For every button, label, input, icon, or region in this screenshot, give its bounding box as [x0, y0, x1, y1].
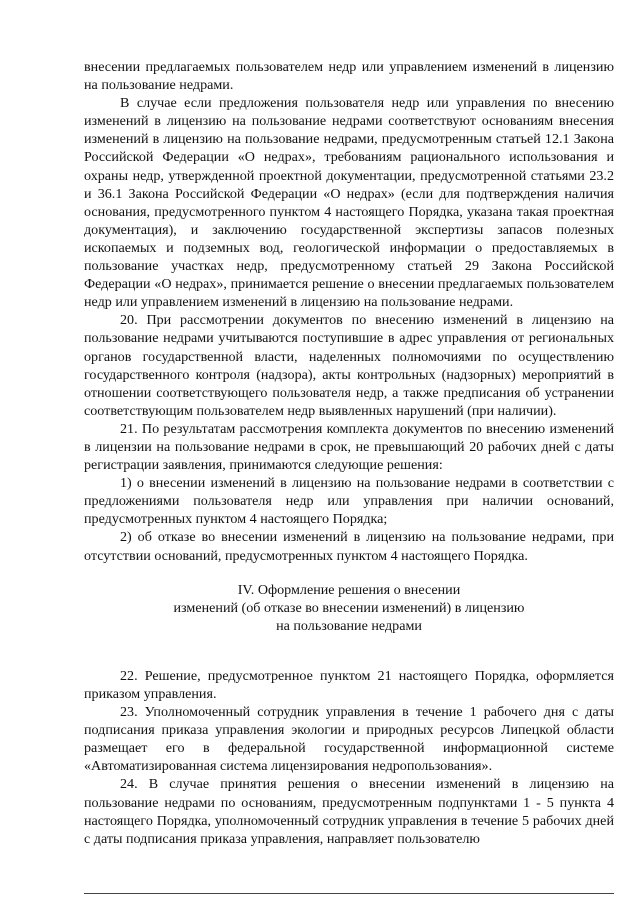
section-heading-line-1: IV. Оформление решения о внесении [237, 581, 461, 598]
section-heading [84, 581, 614, 635]
paragraph-21-item-1: 1) о внесении изменений в лицензию на пользование недрами в соответствии с предложениями пользователя недр или управления при наличии оснований, предусмотренных пунктом 4 настоящего Порядка; [84, 475, 614, 528]
paragraph-20: 20. При рассмотрении документов по внесению изменений в лицензию на пользование недрами учитываются поступившие в адрес управления от региональных органов государственной власти, наделенных полномочиями по осуществлению государственного контроля (надзора), акты контрольных (надзорных) мероприятий в отношении соответствующего пользователя недр, а также предписания об устранении соответствующим пользователем недр выявленных нарушений (при наличии). [84, 312, 614, 419]
section-heading-line-2: изменений (об отказе во внесении изменений) в лицензию [173, 599, 525, 616]
paragraph-24: 24. В случае принятия решения о внесении изменений в лицензию на пользование недрами по основаниям, предусмотренным подпунктами 1 - 5 пункта 4 настоящего Порядка, уполномоченный сотрудник управления в течение 5 рабочих дней с даты подписания приказа управления, направляет пользователю [84, 776, 614, 847]
paragraph-23: 23. Уполномоченный сотрудник управления в течение 1 рабочего дня с даты подписания приказа управления экологии и природных ресурсов Липецкой области размещает его в федеральной государственной информационной системе «Автоматизированная система лицензирования недропользования». [84, 704, 614, 775]
paragraph-continuation: внесении предлагаемых пользователем недр или управлением изменений в лицензию на пользование недрами. [84, 59, 614, 94]
paragraph-22: 22. Решение, предусмотренное пунктом 21 настоящего Порядка, оформляется приказом управления. [84, 667, 614, 702]
page-bottom-divider [84, 893, 614, 894]
section-heading-line-3: на пользование недрами [276, 617, 422, 634]
paragraph-21: 21. По результатам рассмотрения комплекта документов по внесению изменений в лицензии на пользование недрами в срок, не превышающий 20 рабочих дней с даты регистрации заявления, принимаются следующие решения: [84, 420, 614, 474]
paragraph-decision-case: В случае если предложения пользователя недр или управления по внесению изменений в лицензию на пользование недрами соответствуют основаниям внесения изменений в лицензию на пользование недрами, предусмотренным статьей 12.1 Закона Российской Федерации «О недрах», требованиям рационального использования и охраны недр, утвержденной проектной документации, предусмотренной статьями 23.2 и 36.1 Закона Российской Федерации «О недрах» (если для подтверждения наличия основания, предусмотренного пунктом 4 настоящего Порядка, указана такая проектная документация), и заключению государственной экспертизы запасов полезных ископаемых и подземных вод, геологической информации о предоставляемых в пользование участках недр, предусмотренному статьей 29 Закона Российской Федерации «О недрах», принимается решение о внесении предлагаемых пользователем недр или управлением изменений в лицензию на пользование недрами. [84, 95, 614, 311]
paragraph-21-item-2: 2) об отказе во внесении изменений в лицензию на пользование недрами, при отсутствии оснований, предусмотренных пунктом 4 настоящего Порядка. [84, 529, 614, 564]
document-page [84, 58, 614, 848]
